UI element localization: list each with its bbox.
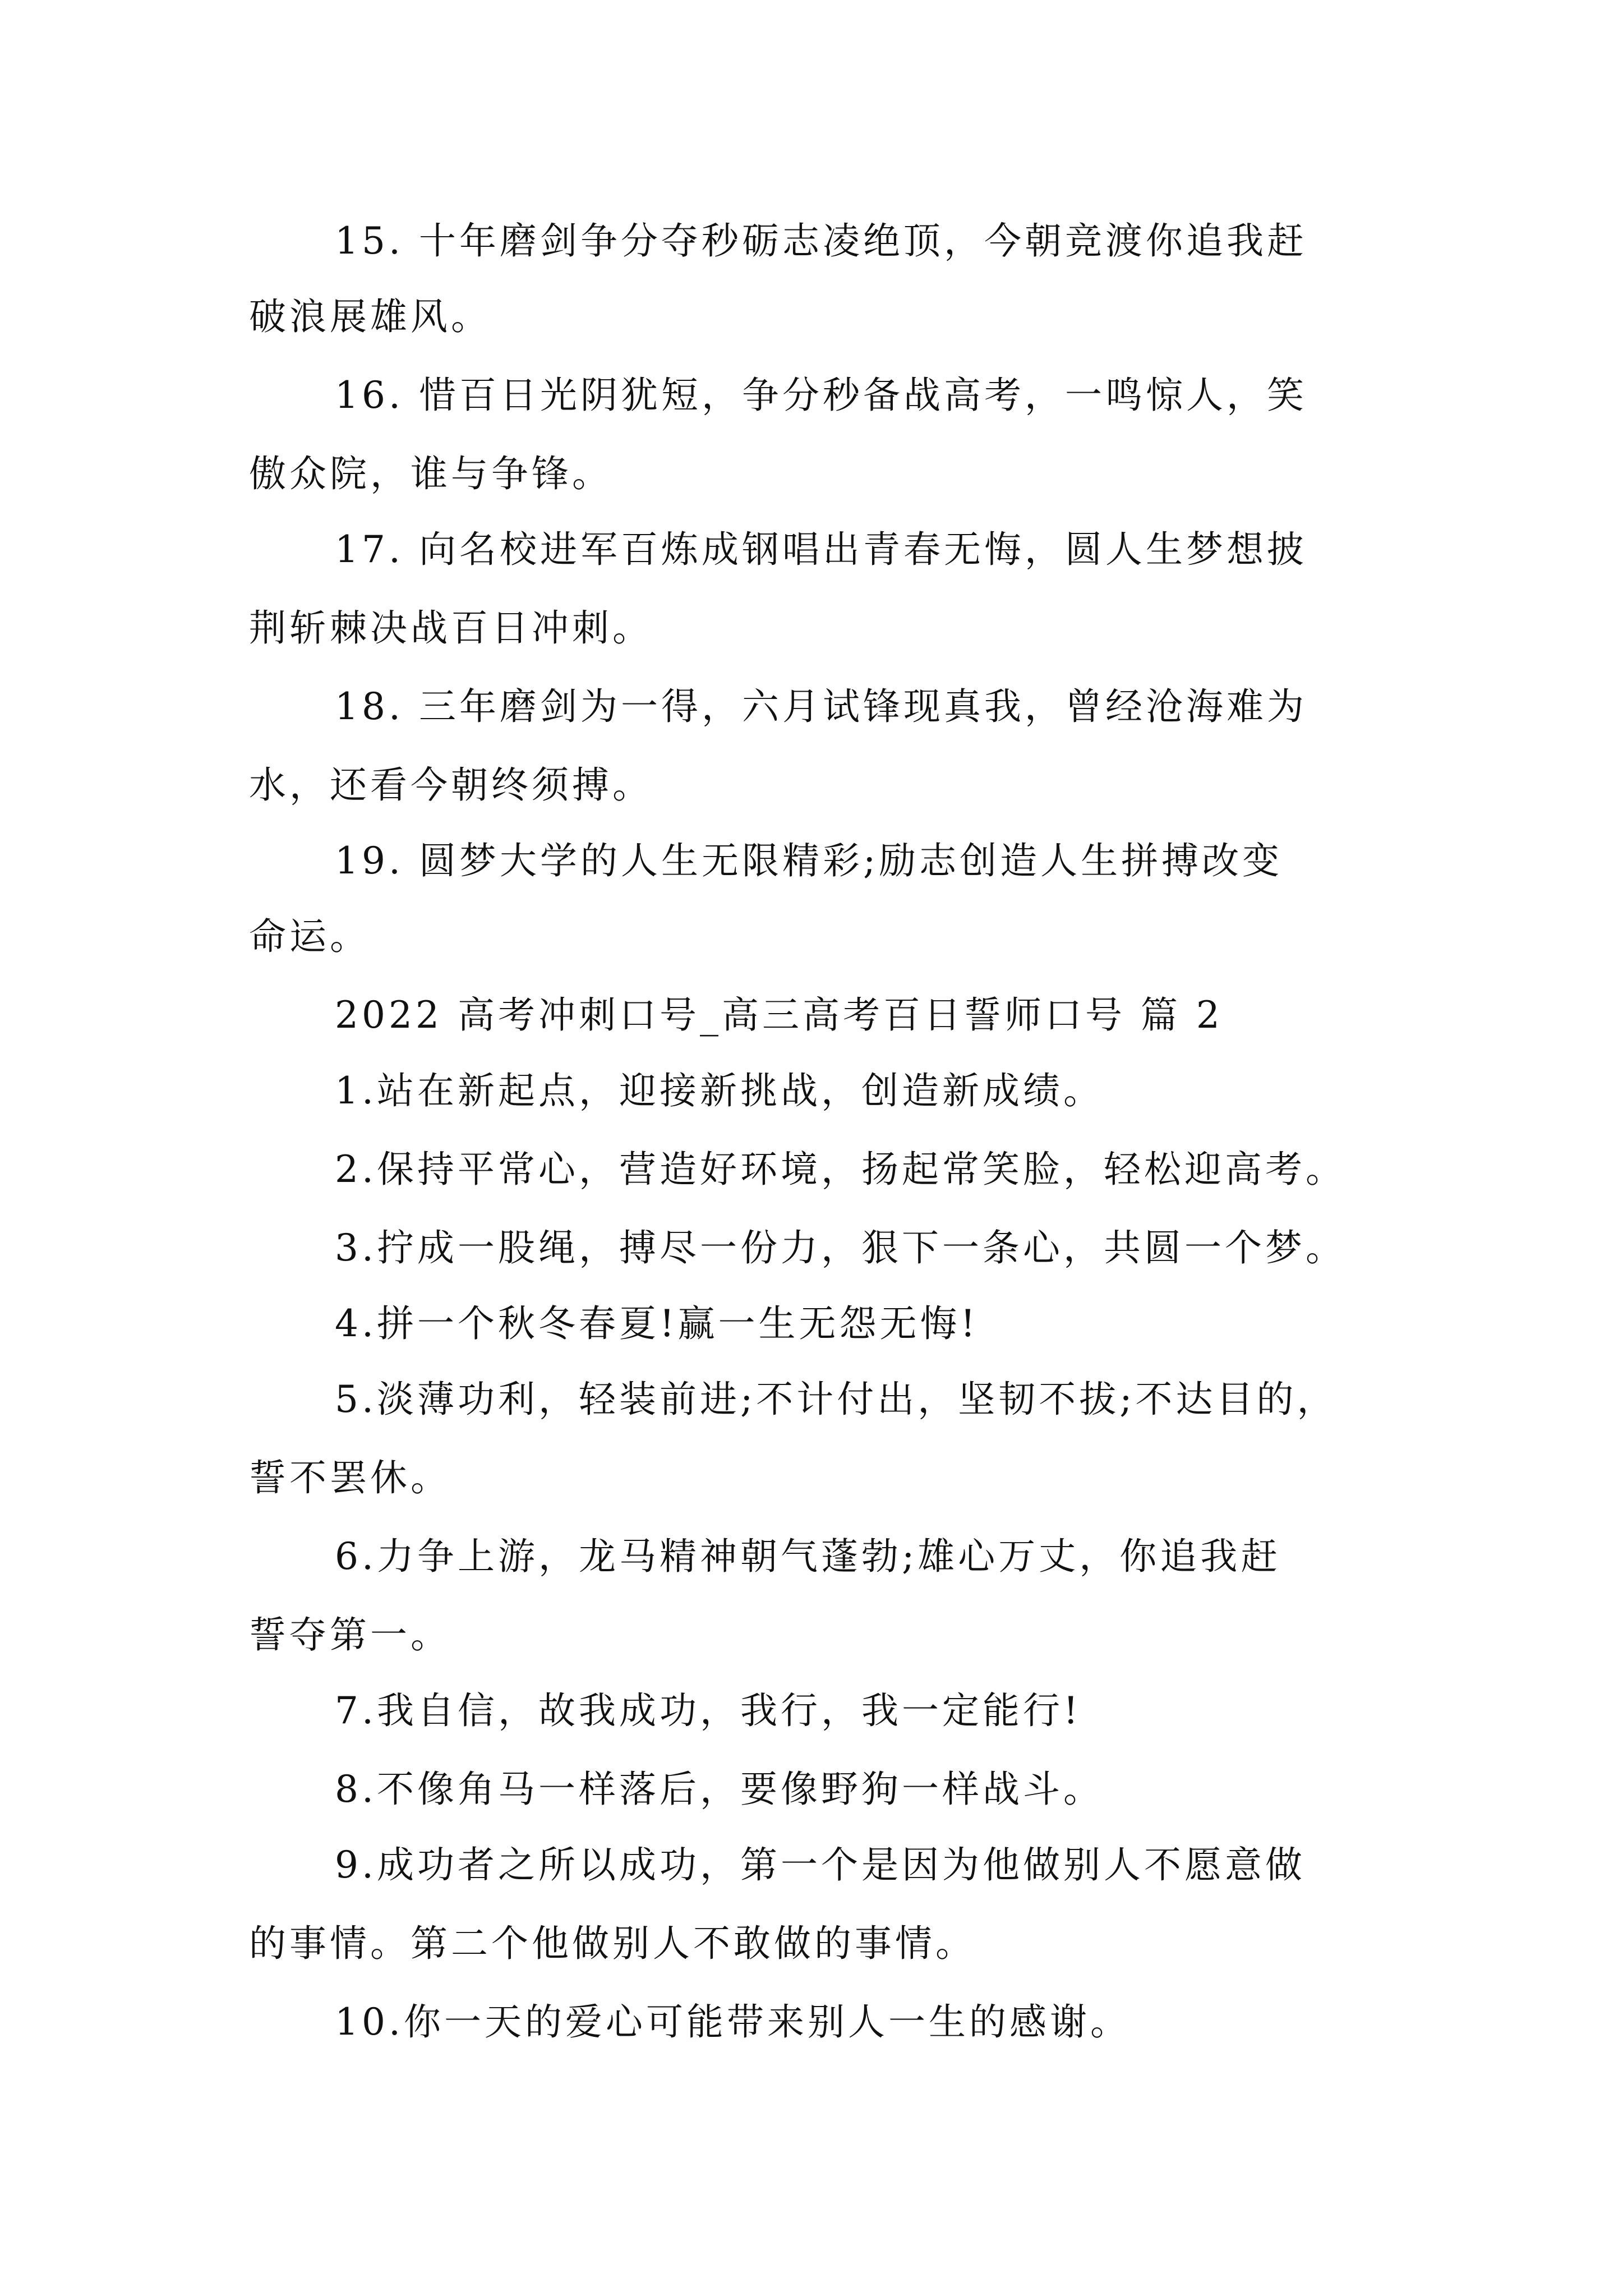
slogan-7-line-1: 7.我自信，故我成功，我行，我一定能行!	[335, 1689, 1082, 1732]
item-16-line-1: 16. 惜百日光阴犹短，争分秒备战高考，一鸣惊人，笑	[335, 374, 1307, 417]
item-15-line-1: 15. 十年磨剑争分夺秒砺志凌绝顶，今朝竞渡你追我赶	[335, 219, 1307, 263]
item-19-line-2: 命运。	[249, 915, 370, 958]
slogan-9-line-1: 9.成功者之所以成功，第一个是因为他做别人不愿意做	[335, 1843, 1306, 1887]
slogan-3-line-1: 3.拧成一股绳，搏尽一份力，狠下一条心，共圆一个梦。	[335, 1226, 1346, 1269]
slogan-10-line-1: 10.你一天的爱心可能带来别人一生的感谢。	[335, 2000, 1131, 2044]
slogan-5-line-2: 誓不罢休。	[249, 1456, 451, 1499]
slogan-6-line-1: 6.力争上游，龙马精神朝气蓬勃;雄心万丈，你追我赶	[335, 1535, 1281, 1578]
slogan-4-line-1: 4.拼一个秋冬春夏!赢一生无怨无悔!	[335, 1302, 979, 1345]
item-17-line-2: 荆斩棘决战百日冲刺。	[249, 606, 653, 650]
slogan-2-line-1: 2.保持平常心，营造好环境，扬起常笑脸，轻松迎高考。	[335, 1148, 1346, 1191]
slogan-9-line-2: 的事情。第二个他做别人不敢做的事情。	[249, 1922, 976, 1965]
slogan-8-line-1: 8.不像角马一样落后，要像野狗一样战斗。	[335, 1768, 1104, 1811]
item-17-line-1: 17. 向名校进军百炼成钢唱出青春无悔，圆人生梦想披	[335, 528, 1307, 571]
item-18-line-1: 18. 三年磨剑为一得，六月试锋现真我，曾经沧海难为	[335, 685, 1307, 728]
slogan-5-line-1: 5.淡薄功利，轻装前进;不计付出，坚韧不拔;不达目的，	[335, 1378, 1338, 1421]
item-19-line-1: 19. 圆梦大学的人生无限精彩;励志创造人生拼搏改变	[335, 839, 1283, 882]
slogan-1-line-1: 1.站在新起点，迎接新挑战，创造新成绩。	[335, 1069, 1104, 1112]
item-18-line-2: 水，还看今朝终须搏。	[249, 763, 653, 807]
section-heading: 2022 高考冲刺口号_高三高考百日誓师口号 篇 2	[335, 993, 1223, 1037]
item-16-line-2: 傲众院，谁与争锋。	[249, 452, 612, 495]
item-15-line-2: 破浪展雄风。	[249, 295, 491, 338]
slogan-6-line-2: 誓夺第一。	[249, 1613, 451, 1657]
